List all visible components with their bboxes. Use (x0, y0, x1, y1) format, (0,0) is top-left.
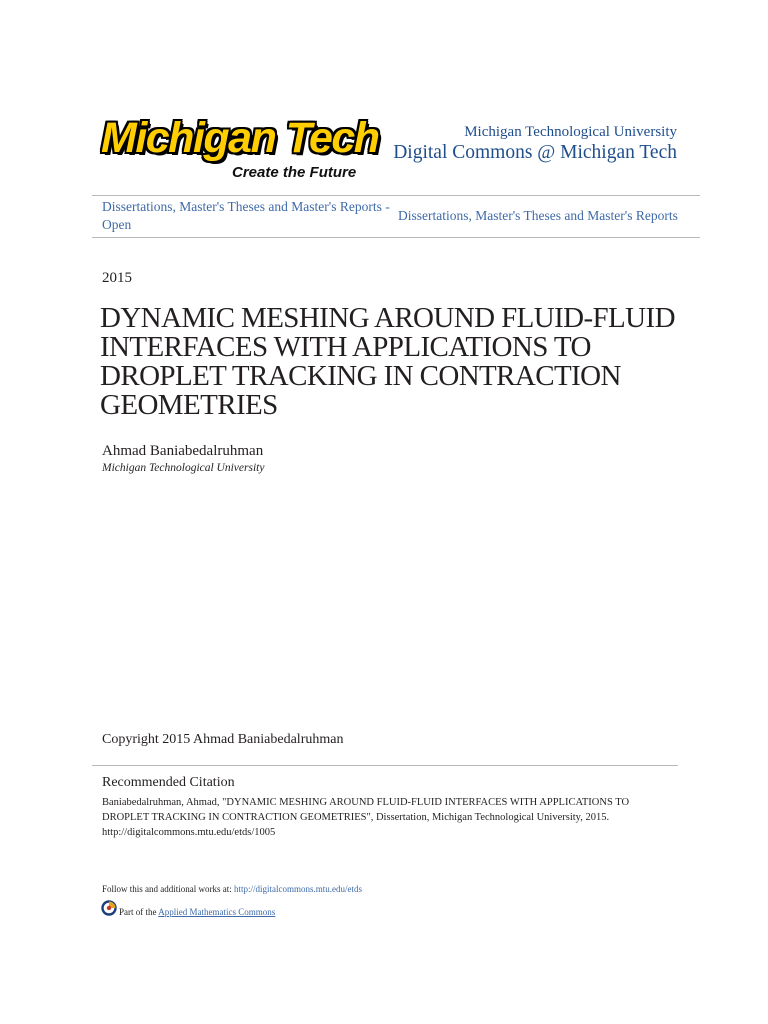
university-link[interactable]: Michigan Technological University (464, 124, 677, 140)
collection-divider (92, 237, 700, 238)
applied-mathematics-commons-link[interactable]: Applied Mathematics Commons (158, 907, 276, 917)
repository-link[interactable]: Digital Commons @ Michigan Tech (393, 142, 677, 163)
author-name: Ahmad Baniabedalruhman (102, 443, 264, 459)
document-title: DYNAMIC MESHING AROUND FLUID-FLUID INTERFACES WITH APPLICATIONS TO DROPLET TRACKING IN CONTRACTION GEOMETRIES (100, 302, 675, 421)
follow-line (102, 884, 362, 894)
follow-text: Follow this and additional works at: (102, 884, 234, 894)
citation-body (102, 795, 662, 840)
follow-link[interactable]: http://digitalcommons.mtu.edu/etds (234, 884, 362, 894)
author-affiliation: Michigan Technological University (102, 462, 265, 474)
citation-heading: Recommended Citation (102, 775, 235, 790)
michigan-tech-logo: Michigan Tech (101, 114, 379, 162)
partof-text: Part of the (119, 907, 159, 917)
publication-year: 2015 (102, 270, 132, 286)
citation-text: Baniabedalruhman, Ahmad, "DYNAMIC MESHING AROUND FLUID-FLUID INTERFACES WITH APPLICATIONS TO DROPLET TRACKING IN CONTRACTION GEOMETRIES", Dissertation, Michigan Technological University, 2015. (102, 797, 630, 823)
collection-link[interactable]: Dissertations, Master's Theses and Master's Reports (398, 208, 678, 223)
copyright-notice: Copyright 2015 Ahmad Baniabedalruhman (102, 732, 344, 747)
header-divider (92, 195, 700, 196)
part-of-line (119, 907, 275, 917)
citation-url: http://digitalcommons.mtu.edu/etds/1005 (102, 827, 276, 838)
logo-tagline: Create the Future (232, 164, 357, 181)
commons-network-icon (101, 900, 117, 916)
citation-divider (92, 765, 678, 766)
collection-link-open[interactable]: Dissertations, Master's Theses and Master's Reports - Open (102, 199, 390, 232)
